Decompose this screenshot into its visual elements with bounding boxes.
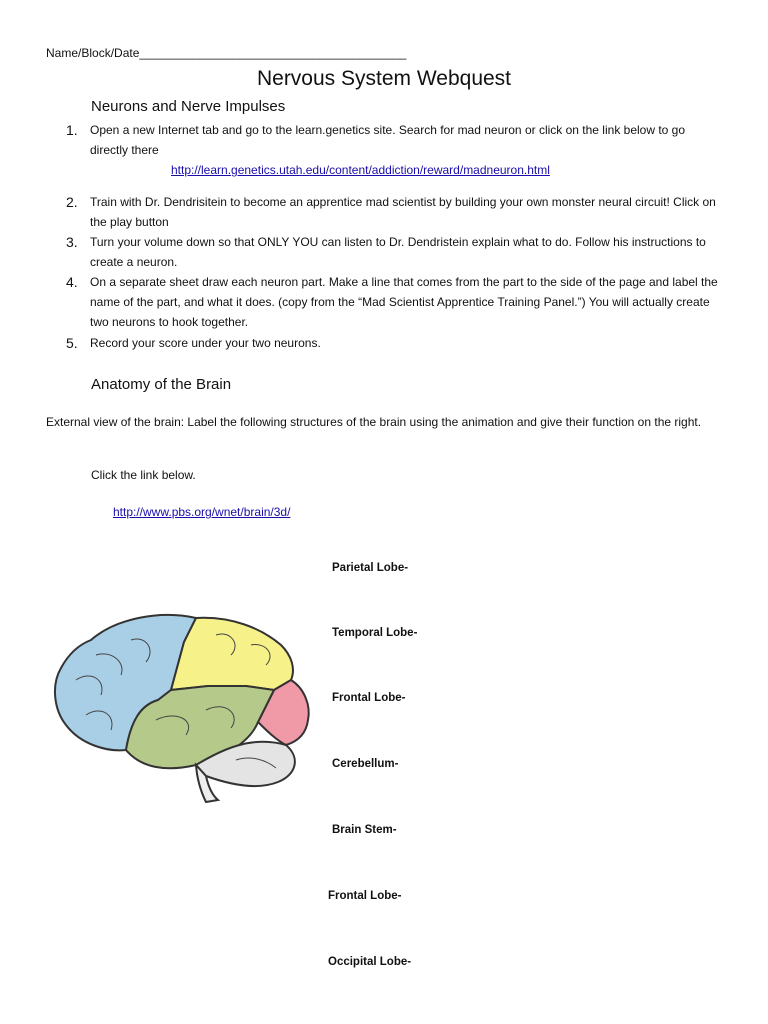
- pbs-brain-link[interactable]: http://www.pbs.org/wnet/brain/3d/: [113, 505, 291, 519]
- step-text: Turn your volume down so that ONLY YOU can listen to Dr. Dendristein explain what to do. Follow his instructions to create a neuron.: [90, 235, 706, 269]
- step-number: 3.: [66, 234, 78, 250]
- step-text: Open a new Internet tab and go to the learn.genetics site. Search for mad neuron or click on the link below to go directly there: [90, 123, 686, 157]
- brain-intro-text: External view of the brain: Label the following structures of the brain using the animation and give their function on the right.: [46, 415, 702, 429]
- madneuron-link[interactable]: http://learn.genetics.utah.edu/content/addiction/reward/madneuron.html: [171, 163, 550, 177]
- label-frontal-lobe-2: Frontal Lobe-: [328, 890, 402, 902]
- step-text: Train with Dr. Dendrisitein to become an apprentice mad scientist by building your own monster neural circuit! Click on the play button: [90, 195, 716, 229]
- brain-diagram: [46, 600, 316, 810]
- step-text: Record your score under your two neurons.: [90, 336, 321, 350]
- click-link-instruction: Click the link below.: [91, 468, 196, 482]
- label-brain-stem: Brain Stem-: [332, 824, 397, 836]
- brain-heading: Anatomy of the Brain: [91, 376, 232, 393]
- label-temporal-lobe: Temporal Lobe-: [332, 627, 418, 639]
- label-occipital-lobe: Occipital Lobe-: [328, 956, 412, 968]
- step-number: 5.: [66, 335, 78, 351]
- step-text: On a separate sheet draw each neuron part. Make a line that comes from the part to the side of the page and label the name of the part, and what it does. (copy from the “Mad Scientist Apprentice Training Panel.”) You will actually create two neurons to hook together.: [90, 275, 718, 329]
- page-title: Nervous System Webquest: [256, 67, 512, 90]
- label-parietal-lobe: Parietal Lobe-: [332, 562, 409, 574]
- step-number: 2.: [66, 194, 78, 210]
- step-number: 1.: [66, 122, 78, 138]
- neurons-heading: Neurons and Nerve Impulses: [91, 98, 286, 115]
- label-frontal-lobe: Frontal Lobe-: [332, 692, 406, 704]
- step-number: 4.: [66, 274, 78, 290]
- name-block-date-line: Name/Block/Date________________________________________: [46, 46, 407, 60]
- label-cerebellum: Cerebellum-: [332, 758, 399, 770]
